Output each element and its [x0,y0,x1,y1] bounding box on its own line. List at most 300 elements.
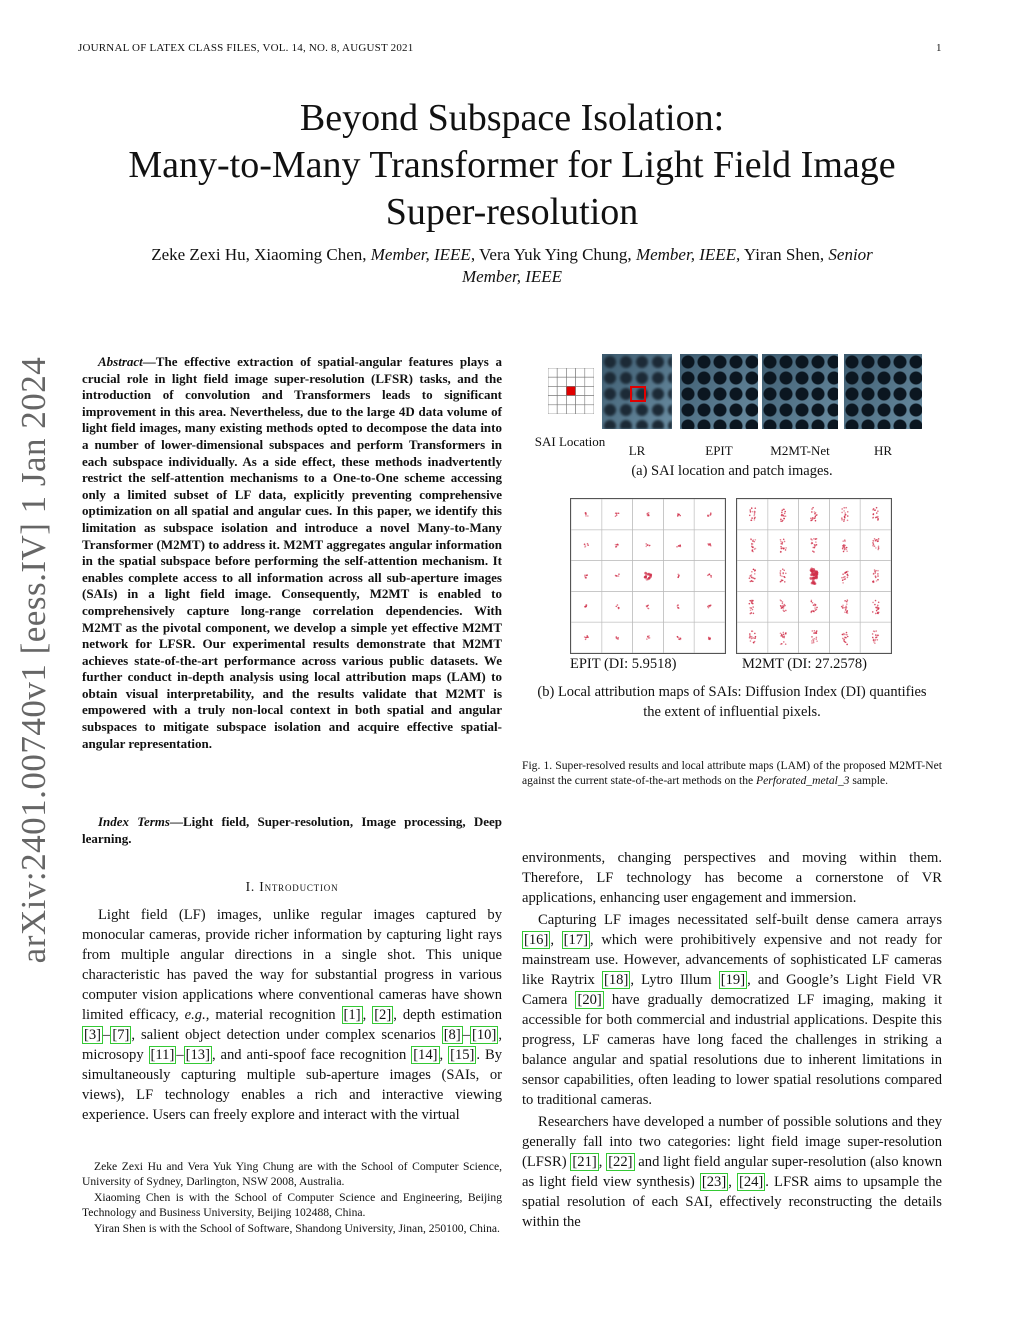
lam-attribution-dot [810,612,812,614]
lam-attribution-dot [754,633,756,635]
lam-attribution-dot [844,517,846,519]
lam-attribution-dot [781,548,783,550]
author-names-2: , Vera Yuk Ying Chung, [470,245,636,264]
citation-15[interactable]: [15] [450,1047,475,1063]
lam-attribution-dot [752,606,754,608]
lam-cell [602,499,633,530]
lam-attribution-dot [872,540,874,542]
lam-attribution-dot [677,577,679,579]
lam-attribution-dot [811,642,813,644]
lam-attribution-dot [781,607,783,609]
lam-attribution-dot [585,545,587,547]
patch-hr-texture [844,354,922,429]
lam-attribution-dot [677,515,679,517]
patch-label-hr: HR [873,443,893,458]
lam-attribution-dot [645,573,648,576]
lam-attribution-dot [846,644,848,646]
index-terms-text: —Light field, Super-resolution, Image processing, Deep learning. [82,814,502,846]
lam-attribution-dot [816,544,818,546]
caption-sample-name: Perforated_metal_3 [756,774,850,787]
lam-attribution-dot [749,575,751,577]
lam-attribution-dot [752,511,754,513]
lam-attribution-dot [847,599,849,601]
p2-text-d: , and Google’s Light Field VR Camera [522,972,942,1008]
patch-label-epit: EPIT [705,443,733,458]
index-terms [82,814,502,847]
lam-attribution-dot [812,550,814,552]
lam-cell [737,622,768,653]
lam-attribution-dot [816,631,818,633]
lam-map-m2mt [736,498,892,654]
lam-attribution-dot [812,507,814,509]
lam-attribution-dot [586,604,588,606]
patch-m2mt-texture [762,354,838,429]
lam-attribution-dot [815,541,817,543]
citation-22[interactable]: [22] [608,1154,633,1170]
lam-attribution-dot [750,538,752,540]
lam-attribution-dot [750,640,752,642]
lam-attribution-dot [710,575,712,577]
journal-name: JOURNAL OF LATEX CLASS FILES, VOL. 14, NO. 8, AUGUST 2021 [78,42,414,54]
lam-attribution-dot [781,575,783,577]
lam-attribution-dot [755,636,757,638]
citation-20[interactable]: [20] [577,992,602,1008]
lam-attribution-dot [845,572,847,574]
lam-attribution-dot [877,612,879,614]
sai-cell [585,396,594,405]
lam-attribution-dot [649,575,652,578]
sai-cell [548,377,557,386]
lam-attribution-dot [750,638,752,640]
lam-attribution-dot [841,508,843,510]
sai-cell [557,396,566,405]
sai-cell [576,368,585,377]
lam-attribution-dot [615,575,617,577]
lam-attribution-dot [781,634,783,636]
p3-text-a: Researchers have developed a number of possible solutions and they generally fall into two categories: light field image super-resolution (LFSR) [522,1114,942,1170]
lam-attribution-dot [842,579,844,581]
lam-attribution-dot [842,638,844,640]
lam-attribution-dot [750,613,752,615]
lam-attribution-dot [678,575,680,577]
sai-cell [548,368,557,377]
lam-attribution-dot [587,543,589,545]
citation-24[interactable]: [24] [738,1174,764,1190]
lam-attribution-dot [874,545,876,547]
lam-attribution-dot [585,512,587,514]
lam-attribution-dot [618,512,620,514]
lam-attribution-dot [783,539,785,541]
sai-cell [585,368,594,377]
lam-attribution-dot [751,508,753,510]
lam-attribution-dot [749,633,751,635]
lam-attribution-dot [645,546,647,548]
sai-location-grid [548,368,594,414]
lam-attribution-dot [784,604,786,606]
lam-attribution-dot [877,573,879,575]
caption-text-a: Fig. 1. Super-resolved results and local attribute maps (LAM) of the proposed M2MT-Net against the current state-of-the-art methods on the [522,759,942,787]
lam-attribution-dot [845,507,847,509]
lam-attribution-dot [585,515,587,517]
right-paragraph-1: environments, changing perspectives and moving within them. Therefore, LF technology has become a cornerstone of VR applications, enhancing user engagement and immersion. [522,850,942,906]
citation-16[interactable]: [16] [524,932,549,948]
intro-text-a: Light field (LF) images, unlike regular images captured by monocular cameras, provide richer information by capturing light rays from multiple angular directions in a single shot. This unique characteristic has paved the way for substantial progress in various computer vision applications where conventional cameras have shown limited efficacy, [82,907,502,1023]
lam-cell [633,591,664,622]
lam-attribution-dot [616,546,618,548]
lam-attribution-dot [618,573,620,575]
lam-attribution-dot [814,544,816,546]
lam-attribution-dot [754,570,756,572]
lam-attribution-dot [847,520,849,522]
lam-attribution-dot [751,543,753,545]
lam-attribution-dot [780,605,782,607]
lam-attribution-dot [846,601,848,603]
lam-attribution-dot [843,507,845,509]
intro-text-d: , salient object detection under complex scenarios [131,1027,442,1043]
lam-attribution-dot [677,604,679,606]
patch-m2mt-image [762,354,838,429]
lam-attribution-dot [753,515,755,517]
lam-attribution-dot [648,573,651,576]
paper-title [60,95,964,236]
lam-attribution-dot [844,514,846,516]
title-line-3: Super-resolution [385,191,639,233]
lam-cell [799,622,830,653]
lam-attribution-dot [812,547,814,549]
lam-attribution-dot [785,643,787,645]
lam-attribution-dot [780,575,782,577]
citation-18[interactable]: [18] [604,972,629,988]
lam-attribution-dot [753,569,755,571]
lam-cell [768,530,799,561]
lam-attribution-dot [752,609,754,611]
lam-attribution-dot [785,547,787,549]
patch-label-m2mt: M2MT-Net [770,443,830,458]
lam-attribution-dot [846,634,848,636]
lam-attribution-dot [709,573,711,575]
sai-cell [576,386,585,395]
citation-13[interactable]: [13] [185,1047,210,1063]
lam-attribution-dot [811,539,813,541]
author-line-2: Member, IEEE [461,267,563,286]
lam-attribution-dot [677,573,679,575]
lam-attribution-dot [814,607,816,609]
lam-attribution-dot [785,549,787,551]
lam-attribution-dot [813,577,816,580]
lam-attribution-dot [874,640,876,642]
lam-attribution-dot [755,539,757,541]
lam-attribution-dot [878,538,880,540]
patch-epit-texture [680,354,758,429]
lam-attribution-dot [843,546,845,548]
lam-attribution-dot [587,544,589,546]
lam-attribution-dot [782,573,784,575]
lam-attribution-dot [844,512,846,514]
lam-attribution-dot [841,512,843,514]
lam-attribution-dot [708,515,710,517]
lam-attribution-dot [874,572,876,574]
footnotes [82,1160,502,1237]
patch-lr-image [602,354,672,429]
lam-attribution-dot [754,517,756,519]
lam-attribution-dot [843,520,845,522]
lam-attribution-dot [781,579,783,581]
lam-attribution-dot [877,510,879,512]
page-number: 1 [936,42,942,54]
right-paragraph-3: Researchers have developed a number of possible solutions and they generally fall into two categories: light field image super-resolution (LFSR) [21] , [22] and light field angular super-resolution (also known as light field view synthesis) [23] , [24] . LFSR aims to upsample the spatial resolution of each SAI, effectively reconstructing the details within the [522,1114,943,1230]
lam-attribution-dot [847,511,849,513]
citation-14[interactable]: [14] [413,1047,438,1063]
lam-attribution-dot [783,607,785,609]
section-title: Introduction [259,879,339,894]
lam-attribution-dot [586,575,588,577]
lam-attribution-dot [841,577,843,579]
title-line-2: Many-to-Many Transformer for Light Field Image [128,144,896,186]
lam-attribution-dot [780,519,782,521]
lam-cell [829,591,860,622]
index-terms-label: Index Terms [98,814,170,829]
intro-paragraph-1: Light field (LF) images, unlike regular images captured by monocular cameras, provide richer information by capturing light rays from multiple angular directions in a single shot. This unique characteristic has paved the way for substantial progress in various computer vision applications where conventional cameras have shown limited efficacy, e.g., material recognition [1] , [2] , depth estimation [3] – [7] , salient object detection under complex scenarios [8] – [10] , microsopy [11] – [13] , and anti-spoof face recognition [14] , [15] . By simultaneously capturing multiple sub-aperture images (SAIs, or views), LF technology enables a rich and interactive viewing experience. Users can freely explore and interact with the virtual [82,907,503,1123]
citation-17[interactable]: [17] [563,932,588,948]
subfigure-b-caption: (b) Local attribution maps of SAIs: Diffusion Index (DI) quantifies the extent of influential pixels. [537,684,927,720]
lam-attribution-dot [780,546,782,548]
lam-attribution-dot [811,636,813,638]
lam-attribution-dot [844,611,846,613]
lam-attribution-dot [874,509,876,511]
intro-text-f: , and anti-spoof face recognition [211,1047,412,1063]
lam-attribution-dot [618,608,620,610]
lam-cell [768,499,799,530]
intro-text-eg: e.g., [184,1007,210,1023]
citation-10[interactable]: [10] [472,1027,497,1043]
sai-cell [557,377,566,386]
citation-2[interactable]: [2] [374,1007,392,1023]
right-paragraph-2: Capturing LF images necessitated self-built dense camera arrays [16] , [17] , which were prohibitively expensive and not ready for mainstream use. However, advancements of sophisticated LF cameras like Raytrix [18] , Lytro Illum [19] , and Google’s Light Field VR Camera [20] have gradually democratized LF imaging, making it accessible for both commercial and industrial applications. Despite this progress, LF cameras have long faced the challenges in striking a balance angular and spatial resolutions due to inherent limitations in sensor capabilities, often leading to lower spatial resolutions compared to traditional cameras. [522,912,943,1108]
lam-epit-svg [571,499,725,653]
lam-attribution-dot [749,600,751,602]
lam-attribution-dot [846,550,848,552]
lam-attribution-dot [710,545,712,547]
lam-attribution-dot [751,630,753,632]
lam-attribution-dot [617,604,619,606]
lam-attribution-dot [680,639,682,641]
lam-attribution-dot [785,632,787,634]
lam-attribution-dot [813,632,815,634]
lam-attribution-dot [843,551,845,553]
lam-attribution-dot [648,515,650,517]
lam-attribution-dot [783,576,785,578]
lam-attribution-dot [877,579,879,581]
lam-attribution-dot [876,516,878,518]
lam-attribution-dot [754,578,756,580]
subfigure-a-caption: (a) SAI location and patch images. [631,463,833,479]
lam-attribution-dot [677,514,679,516]
sai-cell [548,405,557,414]
lam-attribution-dot [618,575,620,577]
lam-attribution-dot [779,571,781,573]
lam-attribution-dot [876,610,878,612]
lam-cell [860,499,891,530]
lam-attribution-dot [846,607,848,609]
citation-3[interactable]: [3] [84,1027,102,1043]
citation-8[interactable]: [8] [443,1027,461,1043]
lam-m2mt-svg [737,499,891,653]
p3-text-b: and light field angular super-resolution (also known as light field view synthesis) [522,1154,943,1190]
lam-attribution-dot [875,607,877,609]
lam-attribution-dot [814,630,816,632]
lam-attribution-dot [751,580,753,582]
lam-attribution-dot [872,611,874,613]
lam-attribution-dot [876,512,878,514]
lam-attribution-dot [842,540,844,542]
sai-cell [566,377,575,386]
lam-attribution-dot [709,543,711,545]
lam-attribution-dot [749,637,751,639]
lam-attribution-dot [780,570,782,572]
lam-cell [663,591,694,622]
lam-attribution-dot [815,516,817,518]
lam-attribution-dot [781,514,783,516]
lam-attribution-dot [876,539,878,541]
lam-attribution-dot [647,578,650,581]
arxiv-stamp [6,356,62,964]
author-list [90,244,934,288]
lam-attribution-dot [877,541,879,543]
lam-attribution-dot [874,604,876,606]
lam-attribution-dot [847,571,849,573]
lam-attribution-dot [873,513,875,515]
lam-attribution-dot [874,571,876,573]
patch-selection-box [630,386,646,402]
lam-attribution-dot [844,576,846,578]
lam-attribution-dot [811,508,813,510]
lam-attribution-dot [677,607,679,609]
lam-attribution-dot [783,548,785,550]
lam-attribution-dot [751,571,753,573]
lam-cell [737,499,768,530]
lam-cell [602,591,633,622]
citation-23[interactable]: [23] [701,1174,727,1190]
lam-attribution-dot [845,578,847,580]
lam-attribution-dot [872,517,874,519]
lam-attribution-dot [876,580,878,582]
lam-attribution-dot [811,599,813,601]
lam-attribution-dot [844,641,846,643]
lam-attribution-dot [754,637,756,639]
lam-attribution-dot [647,604,649,606]
sai-cell [585,377,594,386]
lam-attribution-dot [877,516,879,518]
lam-attribution-dot [709,638,711,640]
lam-attribution-dot [780,633,782,635]
lam-attribution-dot [847,573,849,575]
lam-attribution-dot [644,576,647,579]
lam-attribution-dot [781,509,783,511]
sai-cell [557,386,566,395]
lam-attribution-dot [846,549,848,551]
lam-attribution-dot [585,577,587,579]
lam-cell [768,561,799,592]
citation-7[interactable]: [7] [112,1027,130,1043]
lam-attribution-dot [780,551,782,553]
lam-attribution-dot [811,543,813,545]
lam-attribution-dot [784,541,786,543]
lam-attribution-dot [783,641,785,643]
lam-attribution-dot [710,576,712,578]
lam-attribution-dot [875,576,877,578]
lam-attribution-dot [710,512,712,514]
lam-attribution-dot [645,543,647,545]
lam-attribution-dot [615,606,617,608]
lam-attribution-dot [781,512,783,514]
lam-attribution-dot [750,607,752,609]
lam-attribution-dot [753,642,755,644]
lam-attribution-dot [816,640,818,642]
author-names-1: Zeke Zexi Hu, Xiaoming Chen, [151,245,371,264]
lam-cell [602,622,633,653]
lam-attribution-dot [646,638,648,640]
lam-attribution-dot [815,538,817,540]
lam-attribution-dot [810,520,812,522]
lam-attribution-dot [753,613,755,615]
citation-21[interactable]: [21] [572,1154,597,1170]
running-header [78,42,413,54]
caption-text-b: sample. [849,774,889,787]
lam-attribution-dot [810,570,813,573]
lam-attribution-dot [782,601,784,603]
lam-cell [571,530,602,561]
abstract-text: —The effective extraction of spatial-angular features plays a crucial role in light field image super-resolution (LFSR) tasks, and the introduction of convolution and Transformers leads to significant improvement in this area. Nevertheless, due to the large 4D data volume of light field images, many existing methods opted to decompose the data into a number of lower-dimensional subspaces and perform Transformers in each subspace individually. As a side effect, these methods inadvertently restrict the self-attention mechanisms to a One-to-One scheme accessing only a limited subset of LF data, explicitly preventing comprehensive optimization on all spatial and angular cues. In this paper, we identify this limitation as subspace isolation and introduce a novel Many-to-Many Transformer (M2MT) to address it. M2MT aggregates angular information in the spatial subspace before performing the self-attention mechanism. It enables complete access to all information across all sub-aperture images (SAIs) in a light field image. Consequently, M2MT is enabled to comprehensively capture long-range correlation dependencies. With M2MT as the pivotal component, we develop a simple yet effective M2MT network for LFSR. Our experimental results demonstrate that M2MT achieves state-of-the-art performance across various public datasets. We further conduct in-depth analysis using local attribution maps (LAM) to obtain visual interpretability, and the results validate that M2MT is empowered with a truly non-local context in both spatial and angular subspaces to mitigate subspace isolation and acquire effective spatial-angular representation. [82,354,502,751]
lam-attribution-dot [783,518,785,520]
lam-attribution-dot [647,607,649,609]
lam-cell [694,561,725,592]
lam-attribution-dot [844,607,846,609]
lam-attribution-dot [846,603,848,605]
lam-map-epit [570,498,726,654]
lam-attribution-dot [784,511,786,513]
lam-attribution-dot [816,632,818,634]
lam-attribution-dot [676,546,678,548]
lam-attribution-dot [782,515,784,517]
lam-attribution-dot [816,607,818,609]
citation-1[interactable]: [1] [343,1007,361,1023]
author-names-3: , Yiran Shen, [736,245,829,264]
author-line-1 [90,244,934,266]
lam-attribution-dot [875,540,877,542]
citation-19[interactable]: [19] [720,972,746,988]
citation-11[interactable]: [11] [150,1047,175,1063]
p3-text-c: . LFSR aims to upsample the spatial resolution of each SAI, effectively reconstructing the details within the [522,1174,942,1230]
lam-attribution-dot [754,511,756,513]
lam-attribution-dot [750,511,752,513]
lam-cell [799,591,830,622]
lam-attribution-dot [782,603,784,605]
footnote-1: Zeke Zexi Hu and Vera Yuk Ying Chung are with the School of Computer Science, University of Sydney, Darlington, NSW 2008, Australia. [82,1160,502,1188]
lam-attribution-dot [816,637,818,639]
lam-attribution-dot [752,547,754,549]
lam-attribution-dot [877,575,879,577]
lam-attribution-dot [878,547,880,549]
lam-attribution-dot [878,635,880,637]
lam-attribution-dot [873,639,875,641]
patch-hr-image [844,354,922,429]
lam-attribution-dot [841,519,843,521]
p2-text-b: , which were prohibitively expensive and not ready for mainstream use. However, advancements of sophisticated LF cameras like Raytrix [522,932,943,988]
lam-attribution-dot [812,517,814,519]
lam-attribution-dot [750,609,752,611]
lam-attribution-dot [585,639,587,641]
lam-cell [860,530,891,561]
